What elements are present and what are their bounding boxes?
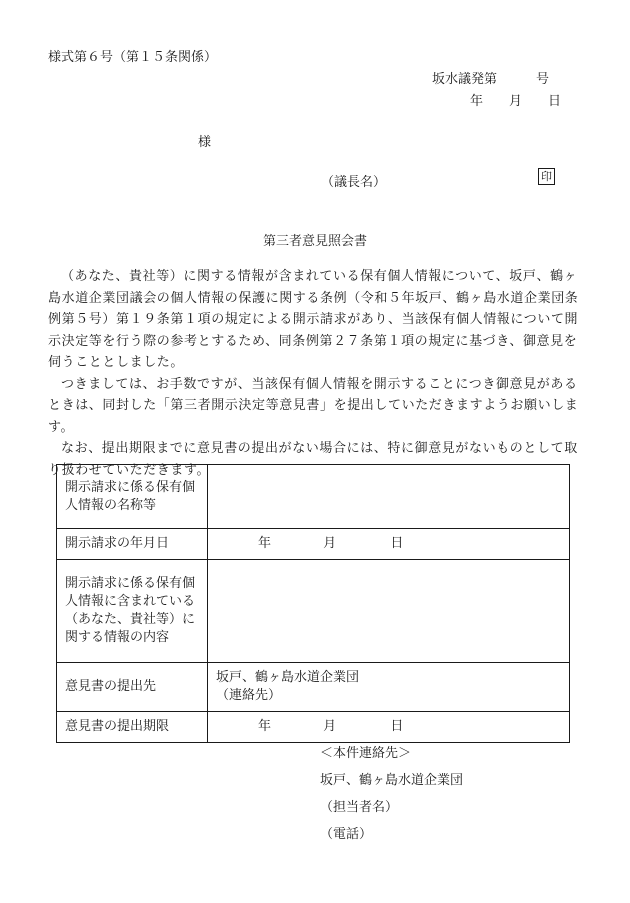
contact-org: 坂戸、鶴ヶ島水道企業団 xyxy=(320,773,464,788)
table-row xyxy=(57,712,570,743)
table-row xyxy=(57,465,570,529)
info-table xyxy=(56,464,570,743)
document-title: 第三者意見照会書 xyxy=(262,234,367,249)
row-label: 開示請求に係る保有個人情報の名称等 xyxy=(57,465,208,529)
seal-icon: 印 xyxy=(538,168,555,185)
table-row xyxy=(57,663,570,712)
body-paragraph-1: （あなた、貴社等）に関する情報が含まれている保有個人情報について、坂戸、鶴ヶ島水道企業団議会の個人情報の保護に関する条例（令和５年坂戸、鶴ヶ島水道企業団条例第５号）第１９条第１項の規定による開示請求があり、当該保有個人情報について開示決定等を行う際の参考とするため、同条例第２７条第１項の規定に基づき、御意見を伺うこととしました。 xyxy=(48,269,579,370)
body-text xyxy=(48,266,584,481)
sender-name: （議長名） xyxy=(321,175,387,190)
row-label: 意見書の提出先 xyxy=(57,663,208,712)
document-number: 坂水議発第 号 xyxy=(432,72,550,87)
row-label: 意見書の提出期限 xyxy=(57,712,208,743)
year-label: 年 xyxy=(258,536,272,551)
body-paragraph-2: つきましては、お手数ですが、当該保有個人情報を開示することにつき御意見があるときは、同封した「第三者開示決定等意見書」を提出していただきますようお願いします。 xyxy=(48,376,579,435)
month-label: 月 xyxy=(323,719,337,734)
request-date-field[interactable] xyxy=(208,529,570,560)
submission-destination xyxy=(208,663,570,712)
deadline-date-field[interactable] xyxy=(208,712,570,743)
day-label: 日 xyxy=(390,536,404,551)
contact-phone: （電話） xyxy=(320,827,373,842)
contact-block xyxy=(320,740,463,848)
contact-person: （担当者名） xyxy=(320,800,399,815)
row-label: 開示請求の年月日 xyxy=(57,529,208,560)
row-label: 開示請求に係る保有個人情報に含まれている（あなた、貴社等）に関する情報の内容 xyxy=(57,560,208,663)
table-row xyxy=(57,529,570,560)
info-name-field[interactable] xyxy=(208,465,570,529)
table-row xyxy=(57,560,570,663)
form-number: 様式第６号（第１５条関係） xyxy=(48,50,218,65)
month-label: 月 xyxy=(323,536,337,551)
destination-contact: （連絡先） xyxy=(216,688,282,703)
year-label: 年 xyxy=(258,719,272,734)
document-date: 年 月 日 xyxy=(470,94,562,109)
contact-heading: ＜本件連絡先＞ xyxy=(320,746,412,761)
destination-org: 坂戸、鶴ヶ島水道企業団 xyxy=(216,670,360,685)
recipient-honorific: 様 xyxy=(198,135,212,150)
day-label: 日 xyxy=(390,719,404,734)
info-content-field[interactable] xyxy=(208,560,570,663)
body-paragraph-3: なお、提出期限までに意見書の提出がない場合には、特に御意見がないものとして取り扱わせていただきます。 xyxy=(48,441,578,478)
